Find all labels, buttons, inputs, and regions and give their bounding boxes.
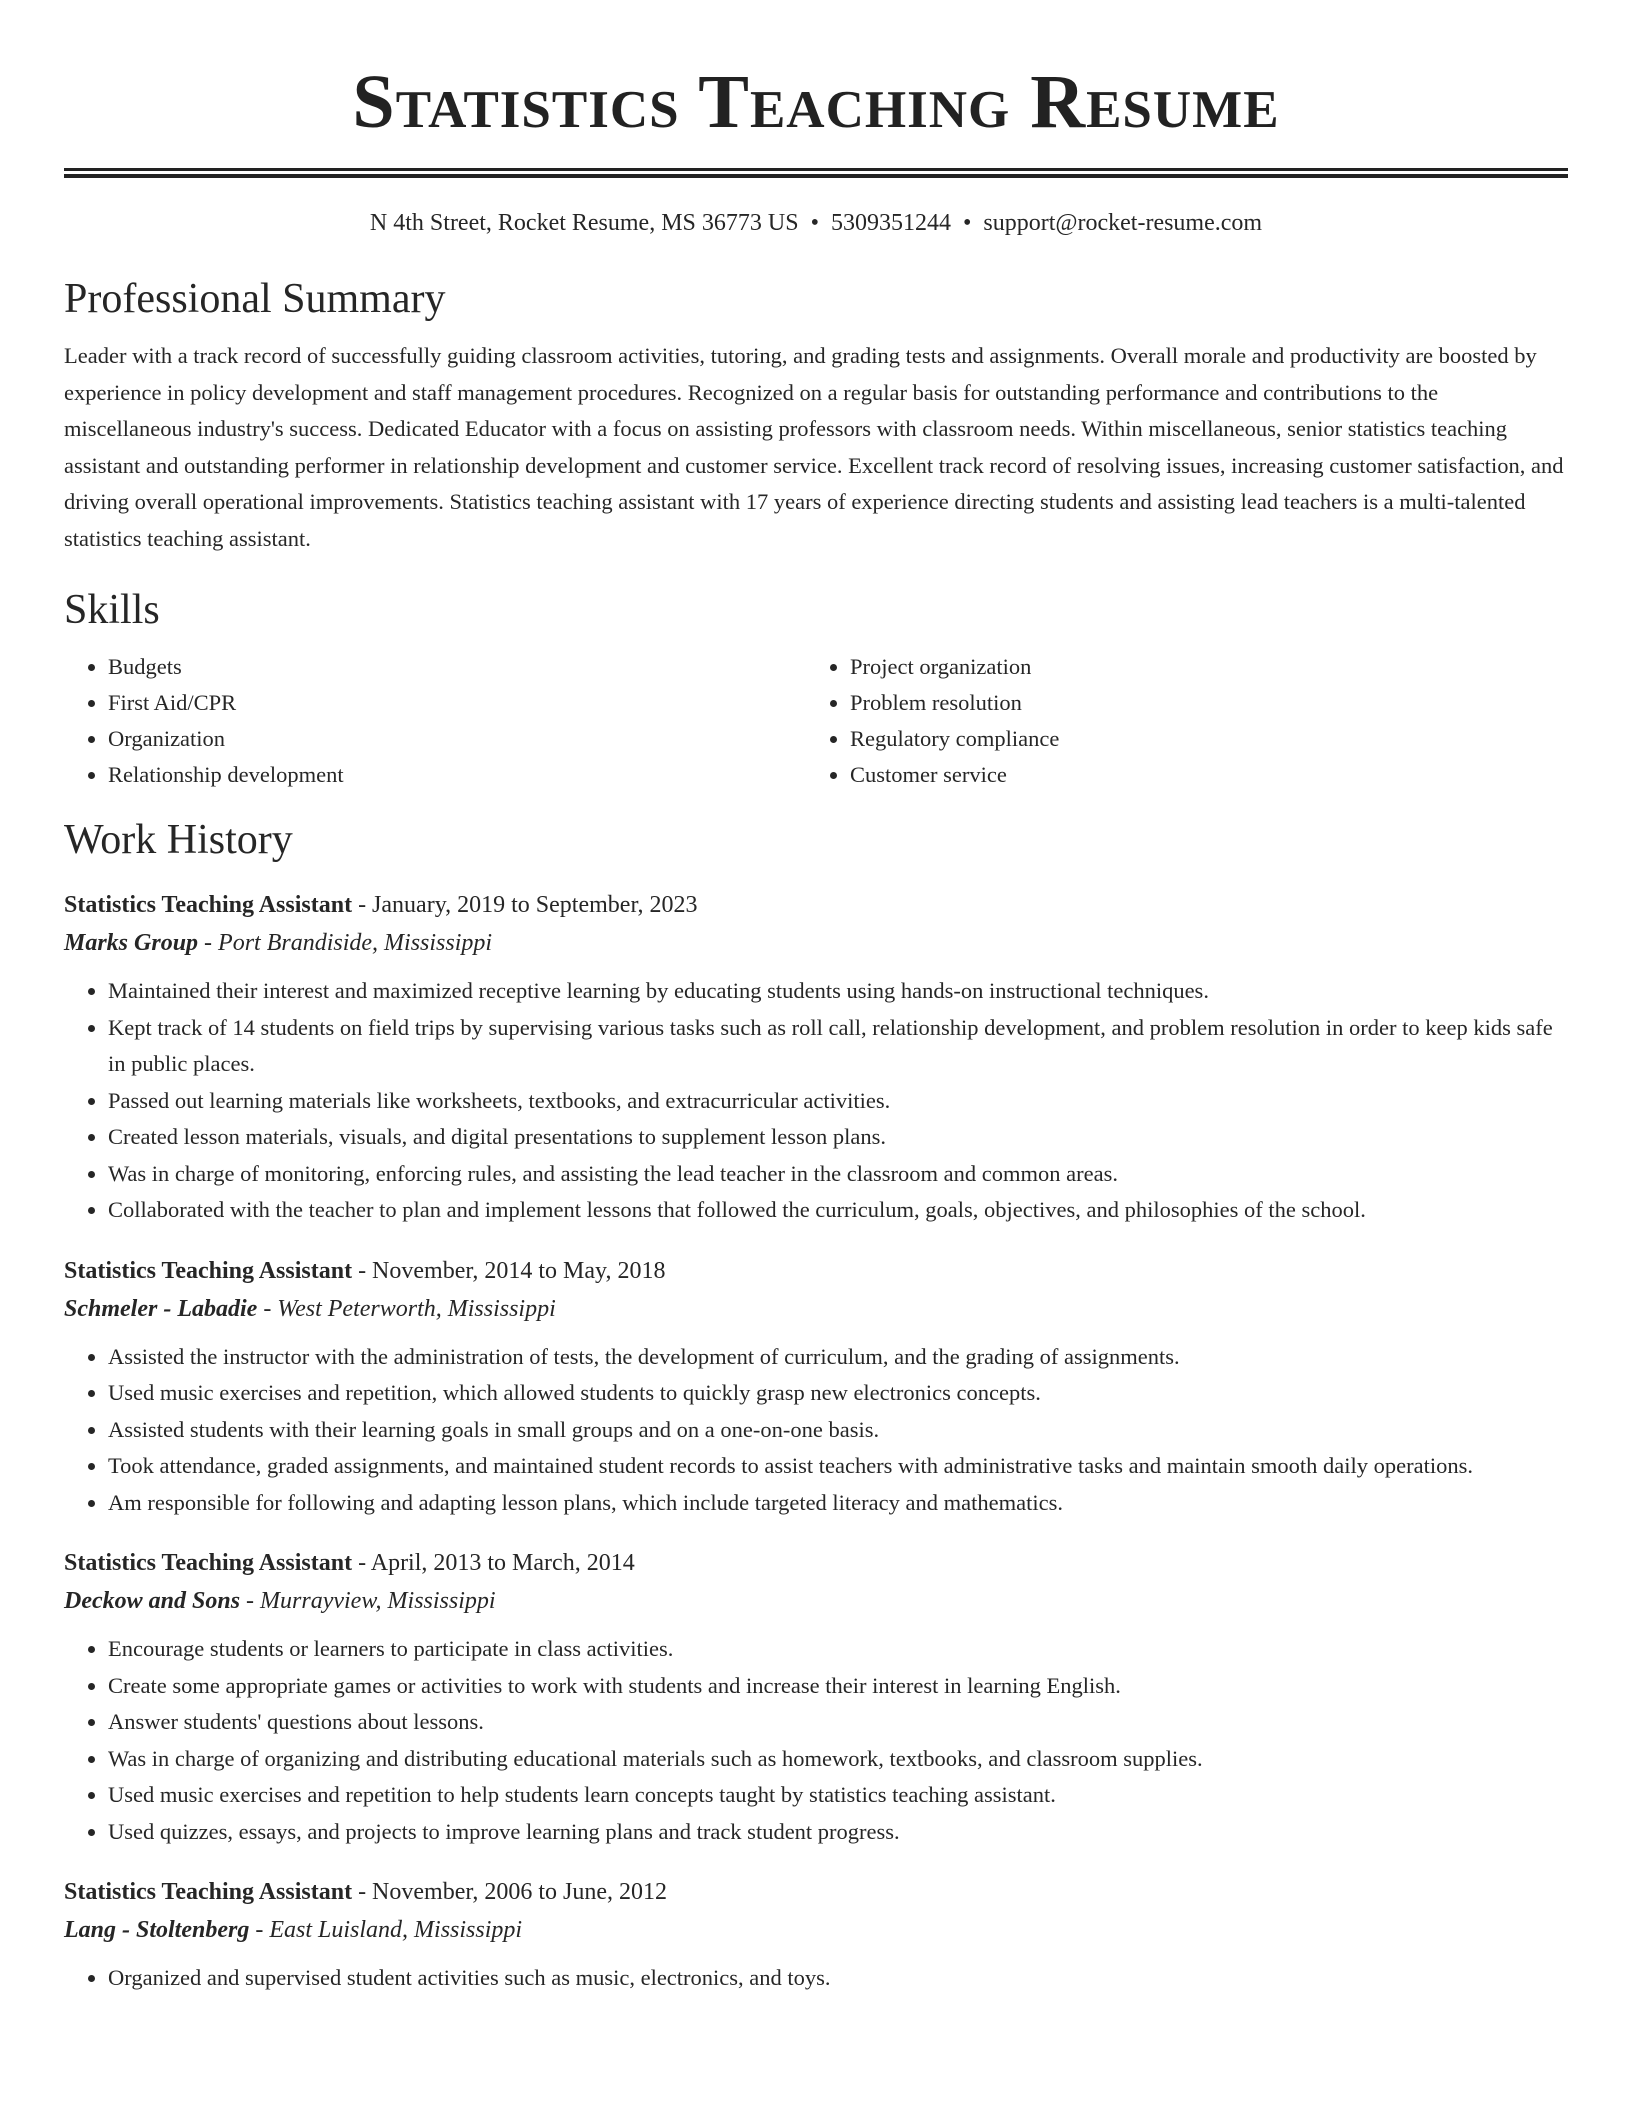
job-company-line — [64, 1289, 1568, 1329]
contact-separator: • — [962, 210, 972, 236]
contact-email: support@rocket-resume.com — [983, 210, 1263, 236]
job-company-line — [64, 923, 1568, 963]
job-company: Deckow and Sons — [64, 1588, 241, 1614]
job-entry — [64, 887, 1568, 1229]
job-location: - West Peterworth, Mississippi — [257, 1295, 556, 1322]
contact-line — [64, 208, 1568, 238]
job-entry — [64, 1253, 1568, 1522]
job-location: - Murrayview, Mississippi — [240, 1588, 496, 1614]
job-dates: - January, 2019 to September, 2023 — [352, 892, 698, 918]
job-location: - East Luisland, Mississippi — [249, 1917, 523, 1943]
job-title-line — [64, 887, 1568, 923]
job-bullet: • Used music exercises and repetition to help students learn concepts taught by statistics teaching assistant. — [108, 1777, 1568, 1814]
job-bullet: • Used music exercises and repetition, which allowed students to quickly grasp new electronics concepts. — [108, 1375, 1568, 1412]
summary-heading: Professional Summary — [64, 276, 446, 322]
job-bullet: • Passed out learning materials like worksheets, textbooks, and extracurricular activities. — [108, 1083, 1568, 1120]
job-bullet: • Was in charge of monitoring, enforcing rules, and assisting the lead teacher in the classroom and common areas. — [108, 1156, 1568, 1193]
job-company: Lang - Stoltenberg — [64, 1917, 250, 1943]
job-bullet: • Am responsible for following and adapting lesson plans, which include targeted literacy and mathematics. — [108, 1485, 1568, 1522]
job-bullets — [64, 1631, 1568, 1850]
resume-title: Statistics Teaching Resume — [352, 60, 1280, 144]
skills-column-left — [64, 649, 806, 793]
job-entry — [64, 1545, 1568, 1850]
job-role: Statistics Teaching Assistant — [64, 1257, 353, 1284]
job-bullet: • Answer students' questions about lessons. — [108, 1704, 1568, 1741]
job-company: Schmeler - Labadie — [64, 1295, 258, 1322]
skill-item: • Customer service — [850, 757, 1548, 793]
job-bullets — [64, 1339, 1568, 1522]
contact-address: N 4th Street, Rocket Resume, MS 36773 US — [369, 210, 799, 236]
job-role: Statistics Teaching Assistant — [64, 1550, 353, 1576]
job-bullet: • Used quizzes, essays, and projects to improve learning plans and track student progress. — [108, 1814, 1568, 1851]
job-location: - Port Brandiside, Mississippi — [198, 930, 493, 956]
job-company-line — [64, 1910, 1568, 1950]
job-title-line — [64, 1874, 1568, 1910]
skills-heading: Skills — [64, 587, 160, 633]
job-dates: - November, 2014 to May, 2018 — [352, 1257, 666, 1284]
job-bullets — [64, 1960, 1568, 1997]
job-bullet: • Took attendance, graded assignments, and maintained student records to assist teachers with administrative tasks and maintain smooth daily operations. — [108, 1448, 1568, 1485]
skill-item: • Regulatory compliance — [850, 721, 1548, 757]
work-history-heading: Work History — [64, 817, 293, 863]
contact-separator: • — [810, 210, 819, 236]
skill-item: • Project organization — [850, 649, 1548, 685]
job-dates: - November, 2006 to June, 2012 — [352, 1879, 668, 1905]
job-dates: - April, 2013 to March, 2014 — [352, 1550, 635, 1576]
job-bullet: • Assisted students with their learning goals in small groups and on a one-on-one basis. — [108, 1412, 1568, 1449]
skill-item: • Problem resolution — [850, 685, 1548, 721]
job-bullet: • Maintained their interest and maximized receptive learning by educating students using hands-on instructional techniques. — [108, 973, 1568, 1010]
skill-item: • First Aid/CPR — [108, 685, 806, 721]
job-bullet: • Create some appropriate games or activities to work with students and increase their interest in learning English. — [108, 1668, 1568, 1705]
resume-page — [64, 0, 1568, 1997]
job-bullet: • Assisted the instructor with the administration of tests, the development of curriculum, and the grading of assignments. — [108, 1339, 1568, 1376]
skill-item: • Organization — [108, 721, 806, 757]
job-bullets — [64, 973, 1568, 1229]
job-role: Statistics Teaching Assistant — [64, 892, 353, 918]
job-title-line — [64, 1253, 1568, 1289]
job-entry — [64, 1874, 1568, 1997]
job-role: Statistics Teaching Assistant — [64, 1879, 353, 1905]
skill-item: • Budgets — [108, 649, 806, 685]
skills-list — [64, 649, 1568, 793]
job-company: Marks Group — [64, 930, 199, 956]
job-bullet: • Organized and supervised student activities such as music, electronics, and toys. — [108, 1960, 1568, 1997]
title-divider — [64, 168, 1568, 178]
contact-phone: 5309351244 — [830, 210, 951, 236]
job-title-line — [64, 1545, 1568, 1581]
job-bullet: • Encourage students or learners to participate in class activities. — [108, 1631, 1568, 1668]
job-bullet: • Collaborated with the teacher to plan and implement lessons that followed the curriculum, goals, objectives, and philosophies of the school. — [108, 1192, 1568, 1229]
summary-text: Leader with a track record of successfully guiding classroom activities, tutoring, and grading tests and assignments. Overall morale and productivity are boosted by experience in policy development and staff management procedures. Recognized on a regular basis for outstanding performance and contributions to the miscellaneous industry's success. Dedicated Educator with a focus on assisting professors with classroom needs. Within miscellaneous, senior statistics teaching assistant and outstanding performer in relationship development and customer service. Excellent track record of resolving issues, increasing customer satisfaction, and driving overall operational improvements. Statistics teaching assistant with 17 years of experience directing students and assisting lead teachers is a multi-talented statistics teaching assistant. — [64, 343, 1564, 551]
job-bullet: • Kept track of 14 students on field trips by supervising various tasks such as roll call, relationship development, and problem resolution in order to keep kids safe in public places. — [108, 1010, 1568, 1083]
skills-column-right — [806, 649, 1548, 793]
job-bullet: • Created lesson materials, visuals, and digital presentations to supplement lesson plans. — [108, 1119, 1568, 1156]
skill-item: • Relationship development — [108, 757, 806, 793]
job-company-line — [64, 1581, 1568, 1621]
job-bullet: • Was in charge of organizing and distributing educational materials such as homework, textbooks, and classroom supplies. — [108, 1741, 1568, 1778]
